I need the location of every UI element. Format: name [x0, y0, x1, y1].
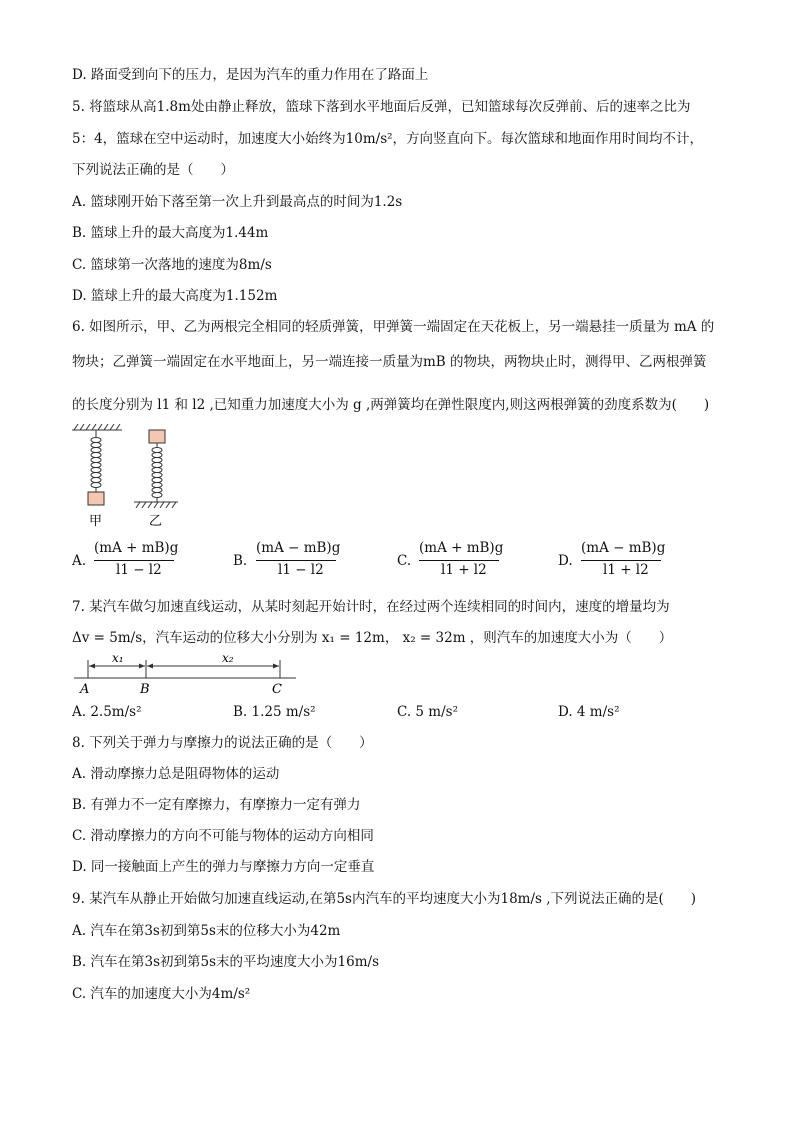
label-C: C [272, 682, 282, 696]
q6-option-a-letter: A. [72, 553, 87, 569]
fraction-bar [419, 560, 499, 561]
q6-option-b-letter: B. [233, 553, 248, 569]
q6-option-d-numerator: (mA − mB)g [581, 540, 666, 556]
q6-option-c-numerator: (mA + mB)g [419, 540, 504, 556]
q7-option-b: B. 1.25 m/s² [233, 704, 316, 720]
label-yi: 乙 [149, 514, 163, 529]
fraction-bar [94, 560, 174, 561]
q5-option-c: C. 篮球第一次落地的速度为8m/s [72, 257, 272, 273]
q6-option-c-letter: C. [397, 553, 412, 569]
q8-option-d: D. 同一接触面上产生的弹力与摩擦力方向一定垂直 [72, 859, 375, 875]
ground-hatch [134, 502, 178, 508]
q9-option-b: B. 汽车在第3s初到第5s末的平均速度大小为16m/s [72, 954, 379, 970]
q8-option-a: A. 滑动摩擦力总是阻碍物体的运动 [72, 766, 280, 782]
fraction-bar [256, 560, 336, 561]
q8-option-c: C. 滑动摩擦力的方向不可能与物体的运动方向相同 [72, 828, 374, 844]
q5-option-d: D. 篮球上升的最大高度为1.152m [72, 288, 278, 304]
q7-stem-line-1: 7. 某汽车做匀加速直线运动，从某时刻起开始计时，在经过两个连续相同的时间内，速度的增量均为 [72, 599, 670, 615]
q9-stem: 9. 某汽车从静止开始做匀加速直线运动,在第5s内汽车的平均速度大小为18m/s ,下列说法正确的是( ) [72, 891, 697, 907]
q8-option-b: B. 有弹力不一定有摩擦力，有摩擦力一定有弹力 [72, 797, 361, 813]
q6-stem-line-1: 6. 如图所示，甲、乙为两根完全相同的轻质弹簧，甲弹簧一端固定在天花板上，另一端悬挂一质量为 mA 的 [72, 319, 715, 335]
q6-stem-line-3: 的长度分别为 l1 和 l2 ,已知重力加速度大小为 g ,两弹簧均在弹性限度内,则这两根弹簧的劲度系数为( ) [72, 397, 710, 413]
q6-option-d-denominator: l1 + l2 [603, 562, 649, 578]
q6-option-d-letter: D. [558, 553, 573, 569]
spring-figure [70, 424, 180, 530]
q6-option-b-denominator: l1 − l2 [278, 562, 324, 578]
q6-option-b-numerator: (mA − mB)g [256, 540, 341, 556]
q5-stem-line-1: 5. 将篮球从高1.8m处由静止释放，篮球下落到水平地面后反弹，已知篮球每次反弹前、后的速率之比为 [72, 99, 691, 115]
q7-stem-line-2: Δv = 5m/s，汽车运动的位移大小分别为 x₁ = 12m， x₂ = 32m ，则汽车的加速度大小为（ ） [72, 630, 673, 646]
q9-option-c: C. 汽车的加速度大小为4m/s² [72, 986, 251, 1002]
q5-option-b: B. 篮球上升的最大高度为1.44m [72, 225, 269, 241]
block-jia [88, 492, 104, 505]
fraction-bar [581, 560, 661, 561]
label-B: B [140, 682, 150, 696]
q5-stem-line-3: 下列说法正确的是（ ） [72, 162, 234, 178]
q4-option-d: D. 路面受到向下的压力，是因为汽车的重力作用在了路面上 [72, 67, 429, 83]
q7-option-c: C. 5 m/s² [397, 704, 459, 720]
q6-option-a-numerator: (mA + mB)g [94, 540, 179, 556]
ceiling-hatch [72, 424, 122, 430]
label-jia: 甲 [89, 514, 103, 529]
q5-option-a: A. 篮球刚开始下落至第一次上升到最高点的时间为1.2s [72, 194, 403, 210]
spring-yi [152, 443, 162, 502]
label-x1: x₁ [112, 651, 124, 665]
block-yi [149, 430, 165, 443]
q6-option-c-denominator: l1 + l2 [441, 562, 487, 578]
q8-stem: 8. 下列关于弹力与摩擦力的说法正确的是（ ） [72, 735, 373, 751]
q7-option-d: D. 4 m/s² [558, 704, 620, 720]
q7-option-a: A. 2.5m/s² [72, 704, 142, 720]
spring-jia [91, 430, 101, 492]
q5-stem-line-2: 5：4，篮球在空中运动时，加速度大小始终为10m/s²，方向竖直向下。每次篮球和地面作用时间均不计， [72, 131, 704, 147]
q6-stem-line-2: 物块；乙弹簧一端固定在水平地面上，另一端连接一质量为mB 的物块，两物块止时，测得甲、乙两根弹簧 [72, 354, 707, 370]
q6-option-a-denominator: l1 − l2 [116, 562, 162, 578]
displacement-figure [70, 650, 300, 696]
label-x2: x₂ [222, 651, 234, 665]
q9-option-a: A. 汽车在第3s初到第5s末的位移大小为42m [72, 923, 341, 939]
label-A: A [80, 682, 90, 696]
